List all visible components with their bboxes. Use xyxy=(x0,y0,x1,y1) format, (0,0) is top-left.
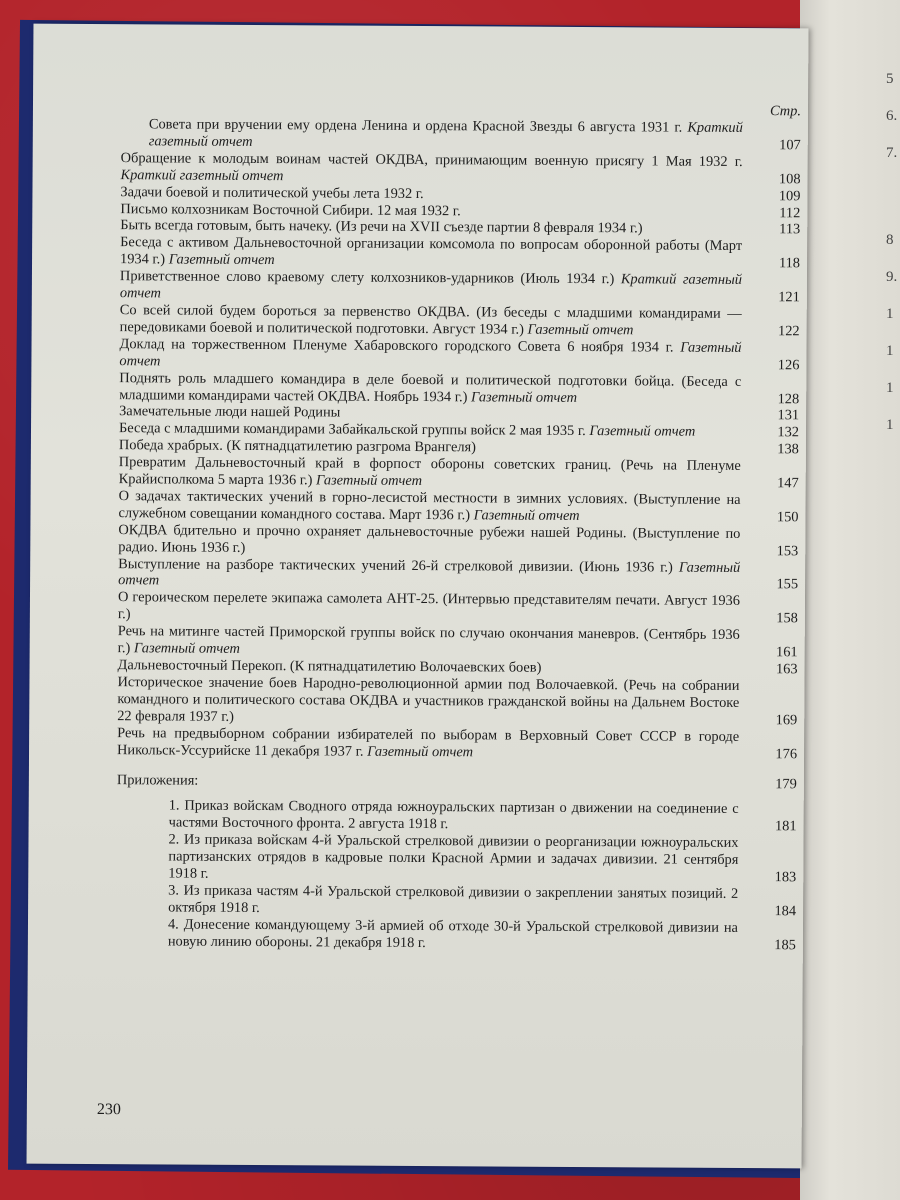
facing-page-numbers: 5 6. 7. 8 9. 1 1 1 1 xyxy=(886,71,898,433)
toc-entry-page: 121 xyxy=(778,289,800,306)
toc-entry-note: Газетный отчет xyxy=(118,559,741,589)
toc-entry xyxy=(121,150,801,188)
toc-entry-note: Газетный отчет xyxy=(470,388,578,406)
toc-entry-page: 169 xyxy=(775,711,798,729)
toc-entry-note: Газетный отчет xyxy=(367,743,474,760)
toc-entry-title: Письмо колхозникам Восточной Сибири. 12 мая 1932 г. xyxy=(120,200,461,219)
toc-entry-title: Речь на митинге частей Приморской группы войск по случаю окончания маневров. (Сентябрь 1936 г.) Газетный отчет xyxy=(117,623,740,658)
toc-entry-note: Газетный отчет xyxy=(119,339,742,370)
toc-entry-note: Краткий газетный отчет xyxy=(148,119,743,150)
facing-page xyxy=(800,0,900,1200)
toc-entry-page: 153 xyxy=(776,542,799,559)
toc-entry-page: 155 xyxy=(776,576,799,593)
toc-entry-page: 161 xyxy=(776,644,798,661)
toc-entry-page: 112 xyxy=(779,204,801,221)
toc-entry-title: Выступление на разборе тактических учений 26-й стрелковой дивизии. (Июнь 1936 г.) Газетный отчет xyxy=(118,555,741,589)
toc-entry-title: Дальневосточный Перекоп. (К пятнадцатилетию Волочаевских боев) xyxy=(117,657,542,676)
toc-entry-title: Победа храбрых. (К пятнадцатилетию разгрома Врангеля) xyxy=(118,437,477,456)
toc-entry-note: Газетный отчет xyxy=(527,321,634,339)
toc-entry-page: 122 xyxy=(777,323,800,340)
appendix-entry-page: 181 xyxy=(774,818,797,835)
appendix-entry xyxy=(116,831,796,886)
toc-entry-title: Быть всегда готовым, быть начеку. (Из речи на XVII съезде партии 8 февраля 1934 г.) xyxy=(120,217,643,237)
page-column-header: Стр. xyxy=(769,103,802,120)
toc-entry-title: О задачах тактических учений в горно-лесистой местности в зимних условиях. (Выступление на служебном совещании командного состава. Март 1936 г.) Газетный отчет xyxy=(118,488,741,524)
toc-entry-page: 158 xyxy=(776,610,798,627)
toc-entry-page: 147 xyxy=(777,475,799,492)
toc-entry-note: Газетный отчет xyxy=(168,251,275,269)
toc-entry-title: Задачи боевой и политической учебы лета 1932 г. xyxy=(120,183,424,202)
appendix-entry-title: 4. Донесение командующему 3-й армией об отходе 30-й Уральской стрелковой дивизии на новую линию обороны. 21 декабря 1918 г. xyxy=(167,916,739,951)
book-page xyxy=(27,24,809,1169)
appendix-heading: Приложения: 179 xyxy=(116,772,797,793)
toc-entry-page: 108 xyxy=(778,170,801,188)
toc-entry xyxy=(121,116,801,154)
toc-entry-title: Речь на предвыборном собрании избирателей по выборам в Верховный Совет СССР в городе Никольск-Уссурийске 11 декабря 1937 г. Газетный отчет xyxy=(117,724,740,760)
toc-entry-page: 107 xyxy=(779,137,801,154)
toc-entry-title: Историческое значение боев Народно-революционной армии под Волочаевкой. (Речь на собрании командного и политического состава ОКДВА и участников гражданской войны на Дальнем Востоке 22 февраля 1937 г.) xyxy=(117,674,740,725)
toc-entry xyxy=(120,302,800,340)
toc-entry-page: 109 xyxy=(778,187,801,204)
toc-entry xyxy=(119,454,799,492)
appendix-entry-title: 1. Приказ войскам Сводного отряда южноуральских партизан о движении на соединение с частями Восточного фронта. 2 августа 1918 г. xyxy=(168,797,739,833)
toc-entry-title: Приветственное слово краевому слету колхозников-ударников (Июль 1934 г.) Краткий газетный отчет xyxy=(119,268,742,302)
toc-entry-title: Превратим Дальневосточный край в форпост обороны советских границ. (Речь на Пленуме Крайисполкома 5 марта 1936 г.) Газетный отчет xyxy=(118,454,741,490)
toc-entry-title: Беседа с активом Дальневосточной организации комсомола по вопросам оборонной работы (Март 1934 г.) Газетный отчет xyxy=(120,234,743,269)
toc-entry-page: 126 xyxy=(777,356,800,374)
toc-entry-page: 118 xyxy=(778,255,801,272)
toc-entry-title: О героическом перелете экипажа самолета АНТ-25. (Интервью представителям печати. Август 1936 г.) xyxy=(117,589,741,623)
toc-entry-note: Краткий газетный отчет xyxy=(120,166,284,184)
appendix-entry-page: 183 xyxy=(774,869,797,886)
toc-entry xyxy=(118,488,798,526)
toc-entry xyxy=(118,522,798,560)
toc-entry xyxy=(118,556,798,594)
toc-entry-title: Доклад на торжественном Пленуме Хабаровского городского Совета 6 ноября 1934 г. Газетный отчет xyxy=(119,335,742,370)
toc-entry-note: Газетный отчет xyxy=(133,640,240,658)
toc-entry-title: Замечательные люди нашей Родины xyxy=(119,403,341,421)
toc-entry xyxy=(119,370,799,408)
toc-entry-title: ОКДВА бдительно и прочно охраняет дальневосточные рубежи нашей Родины. (Выступление по радио. Июнь 1936 г.) xyxy=(118,521,741,556)
toc-entry-page: 138 xyxy=(777,441,799,458)
appendix-entry-page: 185 xyxy=(774,936,796,953)
toc-entry xyxy=(120,235,800,273)
toc-entry-page: 113 xyxy=(779,221,801,238)
toc-entry-title: Поднять роль младшего командира в деле боевой и политической подготовки бойца. (Беседа с младшими командирами частей ОКДВА. Ноябрь 1934 г.) Газетный отчет xyxy=(119,369,742,406)
toc-entry xyxy=(118,623,798,661)
toc-entry-title: Обращение к молодым воинам частей ОКДВА, принимающим военную присягу 1 Мая 1932 г. Краткий газетный отчет xyxy=(120,149,743,184)
appendix-entry-title: 3. Из приказа частям 4-й Уральской стрелковой дивизии о закреплении занятых позиций. 2 октября 1918 г. xyxy=(168,882,739,916)
toc-entry-note: Газетный отчет xyxy=(315,472,423,490)
toc-entry xyxy=(117,674,797,729)
toc-entry-title: Со всей силой будем бороться за первенство ОКДВА. (Из беседы с младшими командирами — передовиками боевой и политической подготовки. Август 1934 г.) Газетный отчет xyxy=(119,302,742,339)
toc-entry xyxy=(117,725,797,763)
toc-entry-page: 150 xyxy=(776,509,799,526)
toc-entry-page: 131 xyxy=(777,407,800,424)
toc-entry xyxy=(119,336,799,374)
toc-entry-note: Газетный отчет xyxy=(589,423,696,441)
appendix-entries xyxy=(116,798,797,954)
toc-entry xyxy=(118,590,798,628)
table-of-contents xyxy=(116,99,801,954)
appendix-entry xyxy=(116,916,796,954)
appendix-entry xyxy=(116,882,796,920)
page-number: 230 xyxy=(96,1101,121,1119)
toc-entry-title: Совета при вручении ему ордена Ленина и ордена Красной Звезды 6 августа 1931 г. Краткий газетный отчет xyxy=(148,116,743,150)
appendix-entry xyxy=(117,798,797,836)
appendix-entry-title: 2. Из приказа войскам 4-й Уральской стрелковой дивизии о реорганизации южноуральских партизанских отрядов в кадровые полки Красной Армии и задачах дивизии. 21 сентября 1918 г. xyxy=(168,831,739,882)
toc-entry-page: 163 xyxy=(775,661,798,678)
toc-entry-note: Газетный отчет xyxy=(473,507,580,524)
toc-entry-note: Краткий газетный отчет xyxy=(119,271,742,302)
toc-entry-title: Беседа с младшими командирами Забайкальской группы войск 2 мая 1935 г. Газетный отчет xyxy=(118,420,696,441)
appendix-entry-page: 184 xyxy=(774,902,797,920)
toc-entry xyxy=(120,268,800,306)
toc-entry-page: 132 xyxy=(777,424,800,441)
toc-entry-page: 176 xyxy=(775,745,798,762)
toc-entry-page: 128 xyxy=(777,390,800,407)
toc-entries xyxy=(117,116,801,763)
